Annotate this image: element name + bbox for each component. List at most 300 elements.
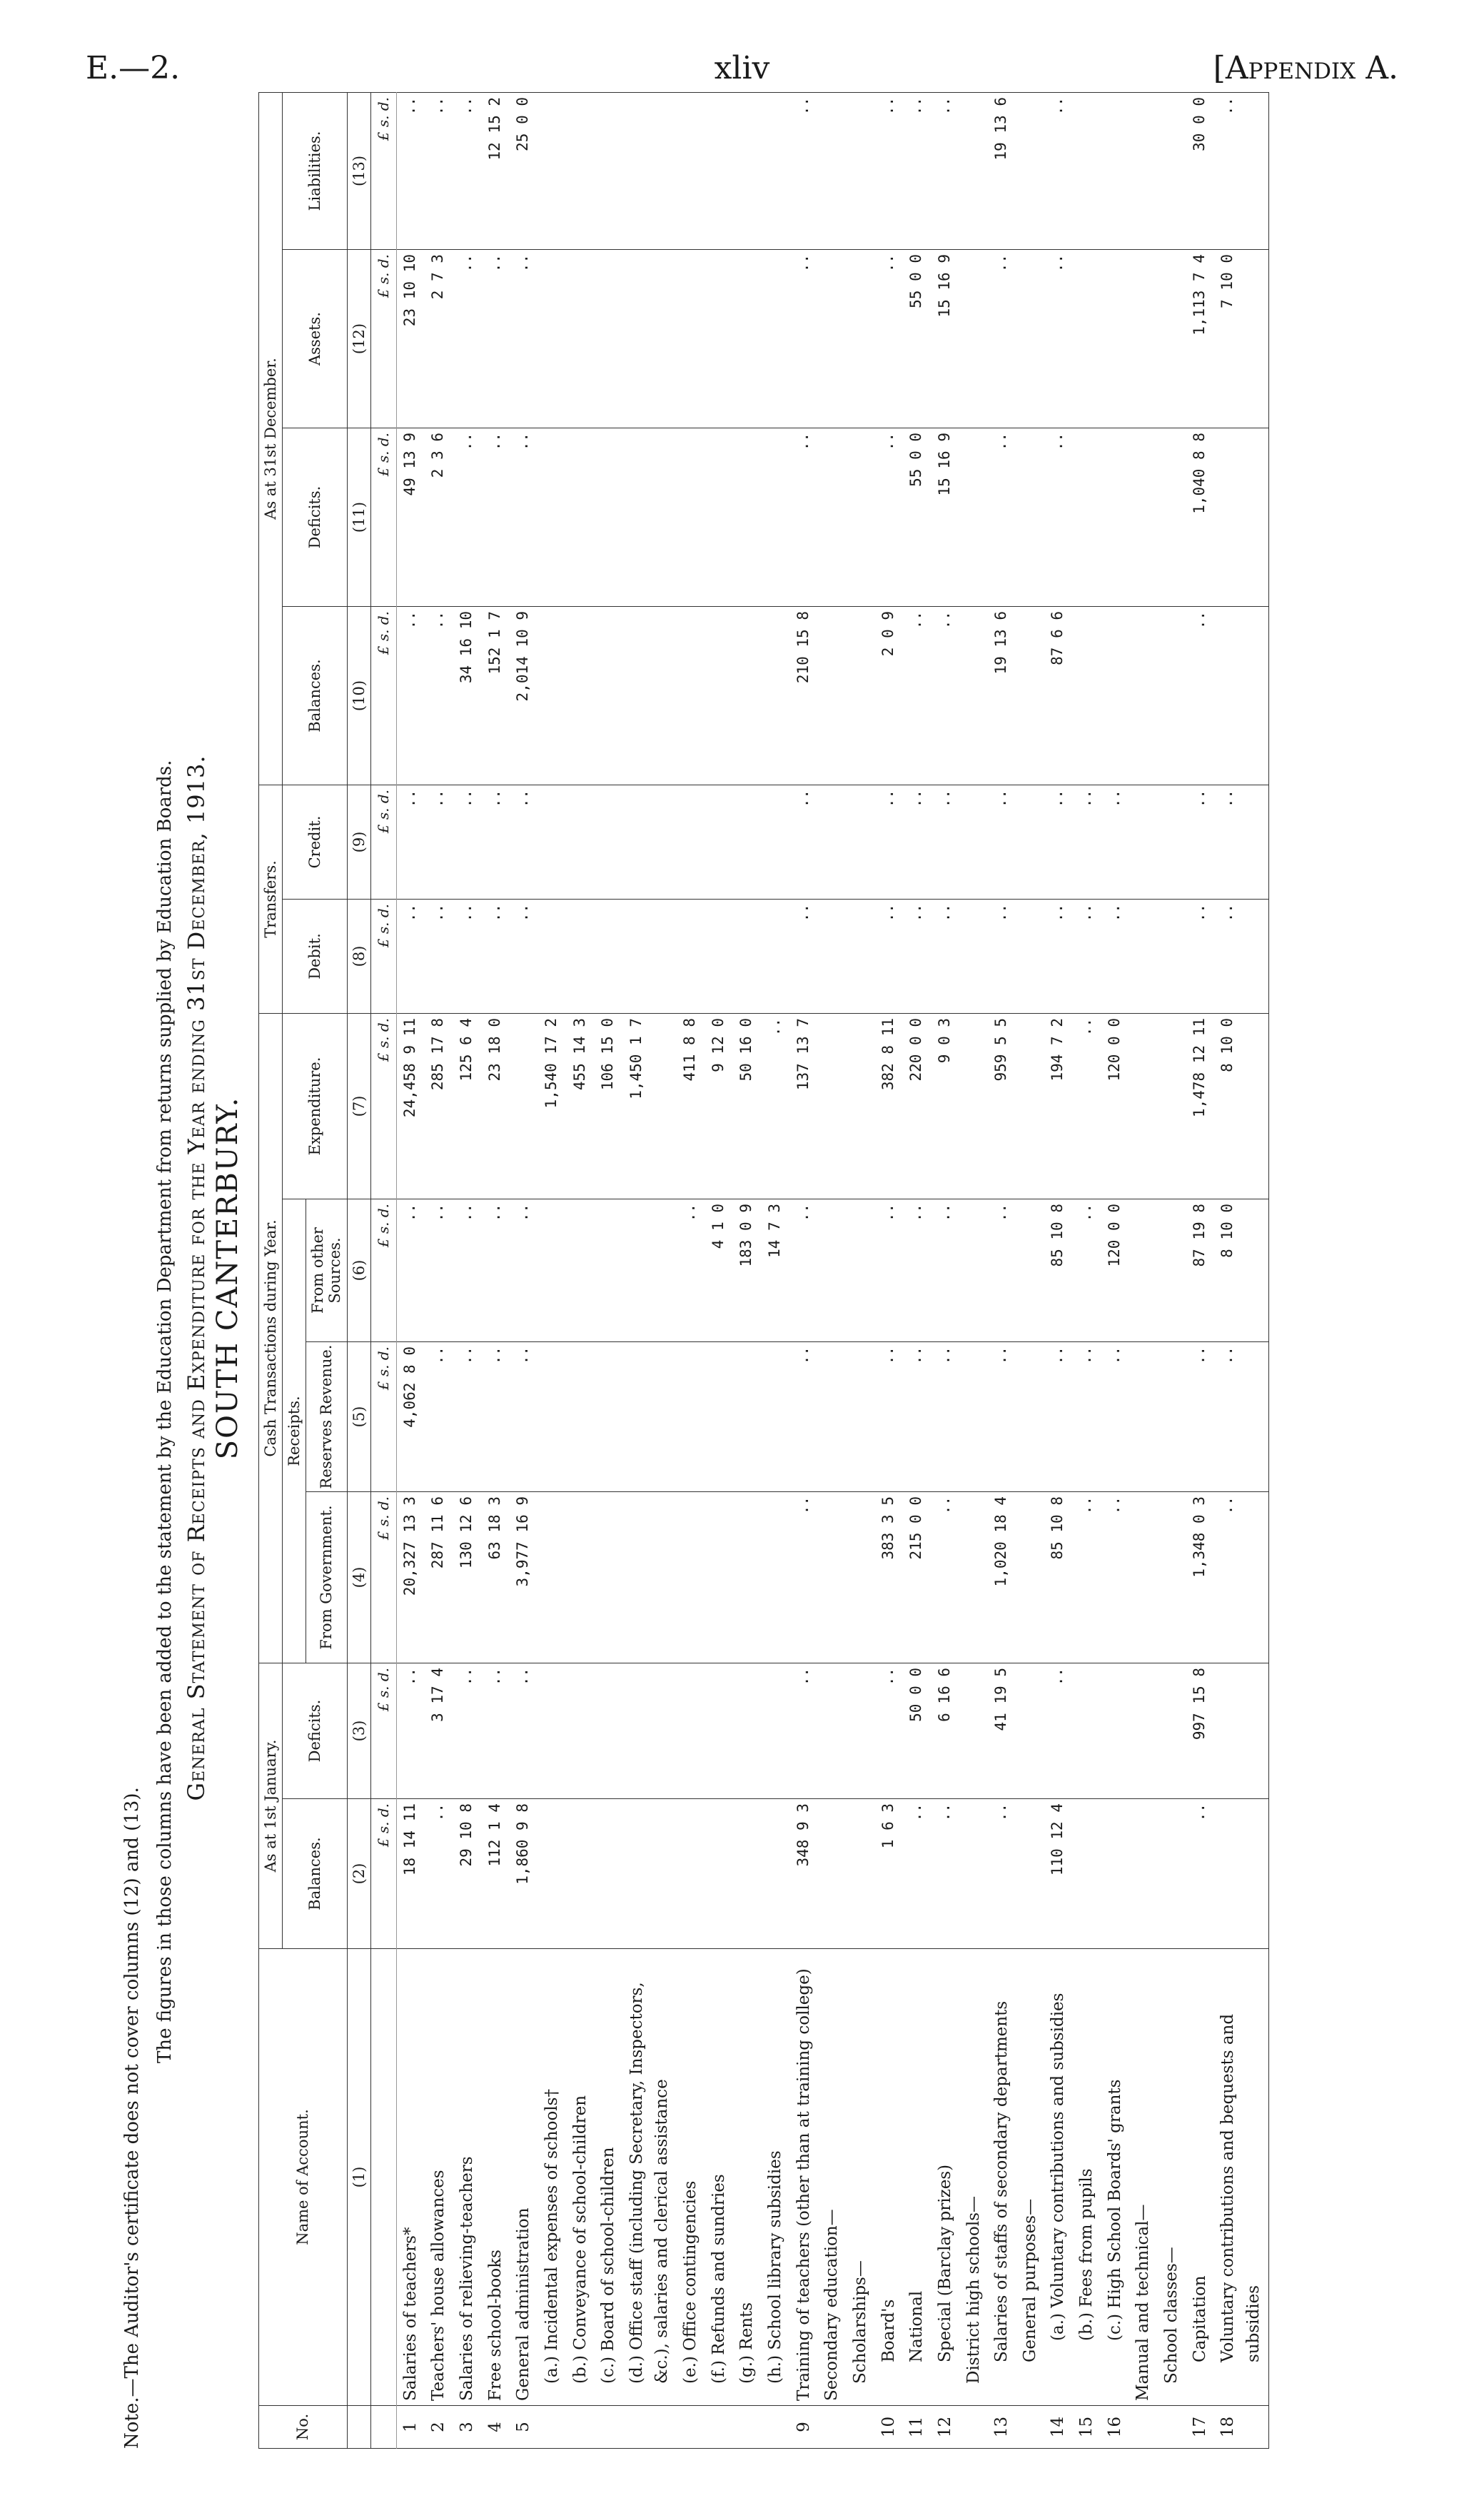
account-name: General purposes—	[1016, 1949, 1045, 2406]
amount-cell: ..	[875, 1342, 904, 1492]
amount-cell	[818, 428, 847, 607]
amount-cell: ..	[396, 900, 425, 1014]
amount-cell	[677, 607, 705, 785]
amount-cell: ..	[1073, 1199, 1101, 1342]
table-row	[510, 92, 538, 2448]
table-row	[1186, 92, 1215, 2448]
amount-cell	[595, 785, 623, 900]
amount-cell: 8 10 0	[1214, 1199, 1268, 1342]
balances-jan-header: Balances.	[283, 1799, 347, 1949]
col-name-header: Name of Account.	[259, 1949, 348, 2406]
amount-cell: 2 3 6	[425, 428, 453, 607]
amount-cell: 63 18 3	[482, 1492, 510, 1663]
account-name: Salaries of teachers*	[396, 1949, 425, 2406]
amount-cell: ..	[510, 250, 538, 428]
amount-cell	[1073, 607, 1101, 785]
account-name: District high schools—	[960, 1949, 989, 2406]
account-name: Teachers' house allowances	[425, 1949, 453, 2406]
amount-cell: 3,977 16 9	[510, 1492, 538, 1663]
amount-cell	[1158, 900, 1186, 1014]
row-number: 10	[875, 2406, 904, 2449]
amount-cell	[818, 250, 847, 428]
amount-cell	[1158, 1199, 1186, 1342]
account-name: (f.) Refunds and sundries	[705, 1949, 734, 2406]
table-row	[677, 92, 705, 2448]
amount-cell	[762, 250, 790, 428]
column-number: (8)	[347, 900, 370, 1014]
amount-cell	[847, 250, 875, 428]
amount-cell	[733, 607, 762, 785]
amount-cell	[677, 250, 705, 428]
amount-cell: ..	[790, 428, 819, 607]
row-number: 1	[396, 2406, 425, 2449]
amount-cell	[1129, 92, 1158, 249]
amount-cell	[762, 785, 790, 900]
row-number	[1016, 2406, 1045, 2449]
cash-header: Cash Transactions during Year.	[259, 1014, 283, 1663]
unit-label: £ s. d.	[370, 250, 396, 428]
reserves-revenue-header: Reserves Revenue.	[306, 1342, 347, 1492]
unit-label: £ s. d.	[370, 1663, 396, 1799]
amount-cell: 1,860 9 8	[510, 1799, 538, 1949]
amount-cell	[1129, 428, 1158, 607]
amount-cell	[1016, 250, 1045, 428]
amount-cell	[847, 1199, 875, 1342]
amount-cell: ..	[762, 1014, 790, 1199]
amount-cell	[567, 1663, 595, 1799]
from-government-header: From Government.	[306, 1492, 347, 1663]
account-name: (b.) Conveyance of school-children	[567, 1949, 595, 2406]
colnum-blank	[347, 2406, 370, 2449]
amount-cell	[623, 785, 677, 900]
account-name: Capitation	[1186, 1949, 1215, 2406]
table-row	[1016, 92, 1045, 2448]
appendix-label: [Appendix A.	[1213, 50, 1398, 86]
table-row	[1214, 92, 1268, 2448]
amount-cell	[818, 607, 847, 785]
amount-cell	[538, 785, 567, 900]
amount-cell: 220 0 0	[903, 1014, 932, 1199]
amount-cell: ..	[1044, 1342, 1073, 1492]
table-row	[1073, 92, 1101, 2448]
amount-cell	[960, 607, 989, 785]
amount-cell: 8 10 0	[1214, 1014, 1268, 1199]
amount-cell	[1016, 607, 1045, 785]
amount-cell: ..	[988, 1199, 1016, 1342]
amount-cell	[1016, 785, 1045, 900]
amount-cell: 210 15 8	[790, 607, 819, 785]
amount-cell: ..	[482, 900, 510, 1014]
amount-cell	[1158, 1663, 1186, 1799]
amount-cell	[1016, 1342, 1045, 1492]
amount-cell	[595, 900, 623, 1014]
amount-cell	[567, 250, 595, 428]
unit-label: £ s. d.	[370, 1014, 396, 1199]
amount-cell	[733, 1663, 762, 1799]
amount-cell: 6 16 6	[932, 1663, 960, 1799]
amount-cell: ..	[903, 607, 932, 785]
account-name: Scholarships—	[847, 1949, 875, 2406]
amount-cell	[595, 1663, 623, 1799]
amount-cell: ..	[875, 785, 904, 900]
amount-cell	[1129, 1014, 1158, 1199]
account-name: (c.) Board of school-children	[595, 1949, 623, 2406]
department-note: The figures in those columns have been added to the statement by the Education Department from returns supplied by Education Boards.	[154, 760, 176, 2063]
unit-label: £ s. d.	[370, 1492, 396, 1663]
amount-cell	[1214, 1663, 1268, 1799]
amount-cell	[847, 428, 875, 607]
amount-cell: 1,478 12 11	[1186, 1014, 1215, 1199]
amount-cell	[567, 607, 595, 785]
amount-cell	[567, 92, 595, 249]
amount-cell: ..	[988, 900, 1016, 1014]
table-row	[932, 92, 960, 2448]
table-row	[790, 92, 819, 2448]
amount-cell	[567, 1492, 595, 1663]
amount-cell	[595, 607, 623, 785]
amount-cell: ..	[932, 1199, 960, 1342]
amount-cell	[595, 428, 623, 607]
amount-cell: 23 18 0	[482, 1014, 510, 1199]
amount-cell: 997 15 8	[1186, 1663, 1215, 1799]
amount-cell: ..	[932, 900, 960, 1014]
amount-cell	[567, 1799, 595, 1949]
amount-cell	[960, 250, 989, 428]
table-row	[988, 92, 1016, 2448]
amount-cell	[733, 900, 762, 1014]
amount-cell: 382 8 11	[875, 1014, 904, 1199]
row-number: 17	[1186, 2406, 1215, 2449]
amount-cell: ..	[1101, 785, 1130, 900]
row-number	[705, 2406, 734, 2449]
amount-cell	[818, 1799, 847, 1949]
amount-cell: 29 10 8	[453, 1799, 482, 1949]
amount-cell: ..	[1186, 1342, 1215, 1492]
row-number	[818, 2406, 847, 2449]
amount-cell	[623, 607, 677, 785]
amount-cell: ..	[1214, 900, 1268, 1014]
amount-cell	[960, 900, 989, 1014]
unit-label: £ s. d.	[370, 92, 396, 249]
amount-cell	[818, 1663, 847, 1799]
amount-cell	[1073, 1663, 1101, 1799]
amount-cell	[538, 1663, 567, 1799]
column-number: (1)	[347, 1949, 370, 2406]
amount-cell: ..	[790, 1492, 819, 1663]
amount-cell: ..	[1214, 785, 1268, 900]
amount-cell	[677, 1663, 705, 1799]
col-no-header: No.	[259, 2406, 348, 2449]
amount-cell: 9 12 0	[705, 1014, 734, 1199]
amount-cell: 120 0 0	[1101, 1199, 1130, 1342]
amount-cell	[677, 92, 705, 249]
amount-cell: 287 11 6	[425, 1492, 453, 1663]
amount-cell: ..	[1101, 1492, 1130, 1663]
amount-cell: ..	[396, 1199, 425, 1342]
unit-label: £ s. d.	[370, 1199, 396, 1342]
amount-cell: ..	[1101, 900, 1130, 1014]
amount-cell	[1073, 1799, 1101, 1949]
amount-cell: ..	[903, 785, 932, 900]
amount-cell: 30 0 0	[1186, 92, 1215, 249]
column-number: (9)	[347, 785, 370, 900]
amount-cell: 20,327 13 3	[396, 1492, 425, 1663]
account-name: Secondary education—	[818, 1949, 847, 2406]
amount-cell	[960, 785, 989, 900]
amount-cell	[1158, 607, 1186, 785]
amount-cell: 215 0 0	[903, 1492, 932, 1663]
amount-cell: 106 15 0	[595, 1014, 623, 1199]
amount-cell: 15 16 9	[932, 428, 960, 607]
amount-cell	[818, 900, 847, 1014]
amount-cell: 24,458 9 11	[396, 1014, 425, 1199]
amount-cell	[677, 900, 705, 1014]
amount-cell	[1016, 428, 1045, 607]
amount-cell: ..	[932, 785, 960, 900]
amount-cell	[1016, 1492, 1045, 1663]
amount-cell: 19 13 6	[988, 607, 1016, 785]
amount-cell	[538, 428, 567, 607]
row-number: 2	[425, 2406, 453, 2449]
amount-cell: 25 0 0	[510, 92, 538, 249]
column-number: (3)	[347, 1663, 370, 1799]
amount-cell: ..	[510, 428, 538, 607]
table-row	[482, 92, 510, 2448]
as-at-jan-header: As at 1st January.	[259, 1663, 283, 1949]
amount-cell	[1101, 1799, 1130, 1949]
amount-cell	[623, 1799, 677, 1949]
amount-cell	[623, 428, 677, 607]
amount-cell	[1073, 428, 1101, 607]
amount-cell	[705, 785, 734, 900]
amount-cell: 1,040 8 8	[1186, 428, 1215, 607]
amount-cell: 12 15 2	[482, 92, 510, 249]
unit-label: £ s. d.	[370, 428, 396, 607]
amount-cell	[847, 1014, 875, 1199]
amount-cell: 959 5 5	[988, 1014, 1016, 1199]
amount-cell: ..	[453, 250, 482, 428]
amount-cell: 125 6 4	[453, 1014, 482, 1199]
amount-cell: 285 17 8	[425, 1014, 453, 1199]
amount-cell	[847, 1663, 875, 1799]
amount-cell	[847, 785, 875, 900]
amount-cell: 55 0 0	[903, 428, 932, 607]
amount-cell	[1214, 607, 1268, 785]
amount-cell	[960, 428, 989, 607]
unit-label: £ s. d.	[370, 900, 396, 1014]
amount-cell	[538, 250, 567, 428]
amount-cell	[733, 1492, 762, 1663]
amount-cell	[847, 1799, 875, 1949]
amount-cell: ..	[1214, 1342, 1268, 1492]
column-number: (7)	[347, 1014, 370, 1199]
amount-cell: ..	[482, 1342, 510, 1492]
amount-cell	[1129, 900, 1158, 1014]
amount-cell: 152 1 7	[482, 607, 510, 785]
table-row	[1044, 92, 1073, 2448]
amount-cell: ..	[932, 1342, 960, 1492]
unit-label: £ s. d.	[370, 785, 396, 900]
amount-cell	[705, 92, 734, 249]
column-number-row	[347, 92, 370, 2448]
debit-header: Debit.	[283, 900, 347, 1014]
amount-cell	[1158, 1342, 1186, 1492]
table-row	[960, 92, 989, 2448]
amount-cell	[677, 785, 705, 900]
amount-cell	[1214, 1799, 1268, 1949]
amount-cell: ..	[510, 1663, 538, 1799]
amount-cell	[538, 1342, 567, 1492]
table-row	[567, 92, 595, 2448]
amount-cell: 49 13 9	[396, 428, 425, 607]
amount-cell: ..	[875, 900, 904, 1014]
amount-cell: ..	[425, 1799, 453, 1949]
statement-heading: General Statement of Receipts and Expenditure for the Year ending 31st December, 1913.	[183, 755, 210, 1801]
amount-cell	[1158, 92, 1186, 249]
amount-cell: 411 8 8	[677, 1014, 705, 1199]
amount-cell: ..	[1073, 1342, 1101, 1492]
amount-cell: ..	[482, 1663, 510, 1799]
amount-cell: 15 16 9	[932, 250, 960, 428]
amount-cell: ..	[1186, 900, 1215, 1014]
amount-cell: ..	[790, 1199, 819, 1342]
amount-cell	[595, 1492, 623, 1663]
rotated-statement	[100, 93, 1413, 2463]
amount-cell	[595, 1199, 623, 1342]
amount-cell: 2 0 9	[875, 607, 904, 785]
table-row	[595, 92, 623, 2448]
amount-cell: ..	[677, 1199, 705, 1342]
transfers-header: Transfers.	[259, 785, 283, 1014]
amount-cell	[733, 92, 762, 249]
account-name: Board's	[875, 1949, 904, 2406]
amount-cell	[705, 900, 734, 1014]
amount-cell: ..	[932, 607, 960, 785]
row-number: 3	[453, 2406, 482, 2449]
amount-cell	[733, 1799, 762, 1949]
account-name: Special (Barclay prizes)	[932, 1949, 960, 2406]
unit-label: £ s. d.	[370, 1799, 396, 1949]
amount-cell	[1129, 1342, 1158, 1492]
credit-header: Credit.	[283, 785, 347, 900]
amount-cell	[818, 1014, 847, 1199]
amount-cell	[847, 607, 875, 785]
amount-cell	[623, 92, 677, 249]
amount-cell: 2 7 3	[425, 250, 453, 428]
amount-cell: 4,062 8 0	[396, 1342, 425, 1492]
amount-cell: 55 0 0	[903, 250, 932, 428]
amount-cell	[595, 92, 623, 249]
amount-cell: ..	[932, 1799, 960, 1949]
amount-cell: ..	[510, 785, 538, 900]
amount-cell: 183 0 9	[733, 1199, 762, 1342]
amount-cell: ..	[453, 900, 482, 1014]
row-number	[623, 2406, 677, 2449]
amount-cell	[762, 1492, 790, 1663]
amount-cell: 120 0 0	[1101, 1014, 1130, 1199]
table-row	[453, 92, 482, 2448]
amount-cell: ..	[396, 785, 425, 900]
amount-cell	[1101, 428, 1130, 607]
amount-cell	[1158, 785, 1186, 900]
expenditure-header: Expenditure.	[283, 1014, 347, 1199]
amount-cell: ..	[1186, 785, 1215, 900]
statement-body	[370, 92, 1268, 2448]
amount-cell: ..	[932, 1492, 960, 1663]
amount-cell	[733, 785, 762, 900]
statement-table	[258, 92, 1269, 2449]
amount-cell: 34 16 10	[453, 607, 482, 785]
amount-cell: ..	[1073, 1492, 1101, 1663]
column-number: (2)	[347, 1799, 370, 1949]
amount-cell	[1158, 1014, 1186, 1199]
amount-cell: 19 13 6	[988, 92, 1016, 249]
amount-cell	[510, 1014, 538, 1199]
balances-dec-header: Balances.	[283, 607, 347, 785]
account-name: (d.) Office staff (including Secretary, Inspectors, &c.), salaries and clerical assistance	[623, 1949, 677, 2406]
amount-cell	[677, 428, 705, 607]
amount-cell	[1073, 92, 1101, 249]
account-name: (g.) Rents	[733, 1949, 762, 2406]
amount-cell: ..	[1073, 900, 1101, 1014]
account-name: (c.) High School Boards' grants	[1101, 1949, 1130, 2406]
row-number	[538, 2406, 567, 2449]
amount-cell: ..	[903, 92, 932, 249]
amount-cell	[1214, 428, 1268, 607]
amount-cell: ..	[1214, 1492, 1268, 1663]
row-number: 4	[482, 2406, 510, 2449]
amount-cell: ..	[482, 428, 510, 607]
amount-cell	[1016, 900, 1045, 1014]
row-number: 12	[932, 2406, 960, 2449]
amount-cell	[1129, 607, 1158, 785]
amount-cell: 383 3 5	[875, 1492, 904, 1663]
amount-cell	[818, 1199, 847, 1342]
column-number: (12)	[347, 250, 370, 428]
amount-cell: ..	[988, 785, 1016, 900]
amount-cell	[567, 1199, 595, 1342]
column-number: (5)	[347, 1342, 370, 1492]
amount-cell	[538, 607, 567, 785]
account-name: (a.) Incidental expenses of schools†	[538, 1949, 567, 2406]
amount-cell	[1016, 1014, 1045, 1199]
amount-cell: ..	[453, 92, 482, 249]
amount-cell: ..	[988, 1799, 1016, 1949]
amount-cell	[705, 1799, 734, 1949]
amount-cell: ..	[1044, 250, 1073, 428]
amount-cell	[705, 1342, 734, 1492]
amount-cell: 1,348 0 3	[1186, 1492, 1215, 1663]
amount-cell	[960, 1663, 989, 1799]
row-number: 15	[1073, 2406, 1101, 2449]
account-name: Free school-books	[482, 1949, 510, 2406]
amount-cell: 50 0 0	[903, 1663, 932, 1799]
amount-cell	[677, 1492, 705, 1663]
account-name: (h.) School library subsidies	[762, 1949, 790, 2406]
row-number: 11	[903, 2406, 932, 2449]
amount-cell: ..	[396, 607, 425, 785]
table-row	[733, 92, 762, 2448]
amount-cell	[818, 1492, 847, 1663]
amount-cell	[847, 1492, 875, 1663]
amount-cell	[1129, 1663, 1158, 1799]
row-number: 18	[1214, 2406, 1268, 2449]
amount-cell: ..	[453, 1342, 482, 1492]
amount-cell: 3 17 4	[425, 1663, 453, 1799]
amount-cell	[1073, 250, 1101, 428]
amount-cell: ..	[988, 250, 1016, 428]
amount-cell	[762, 1663, 790, 1799]
